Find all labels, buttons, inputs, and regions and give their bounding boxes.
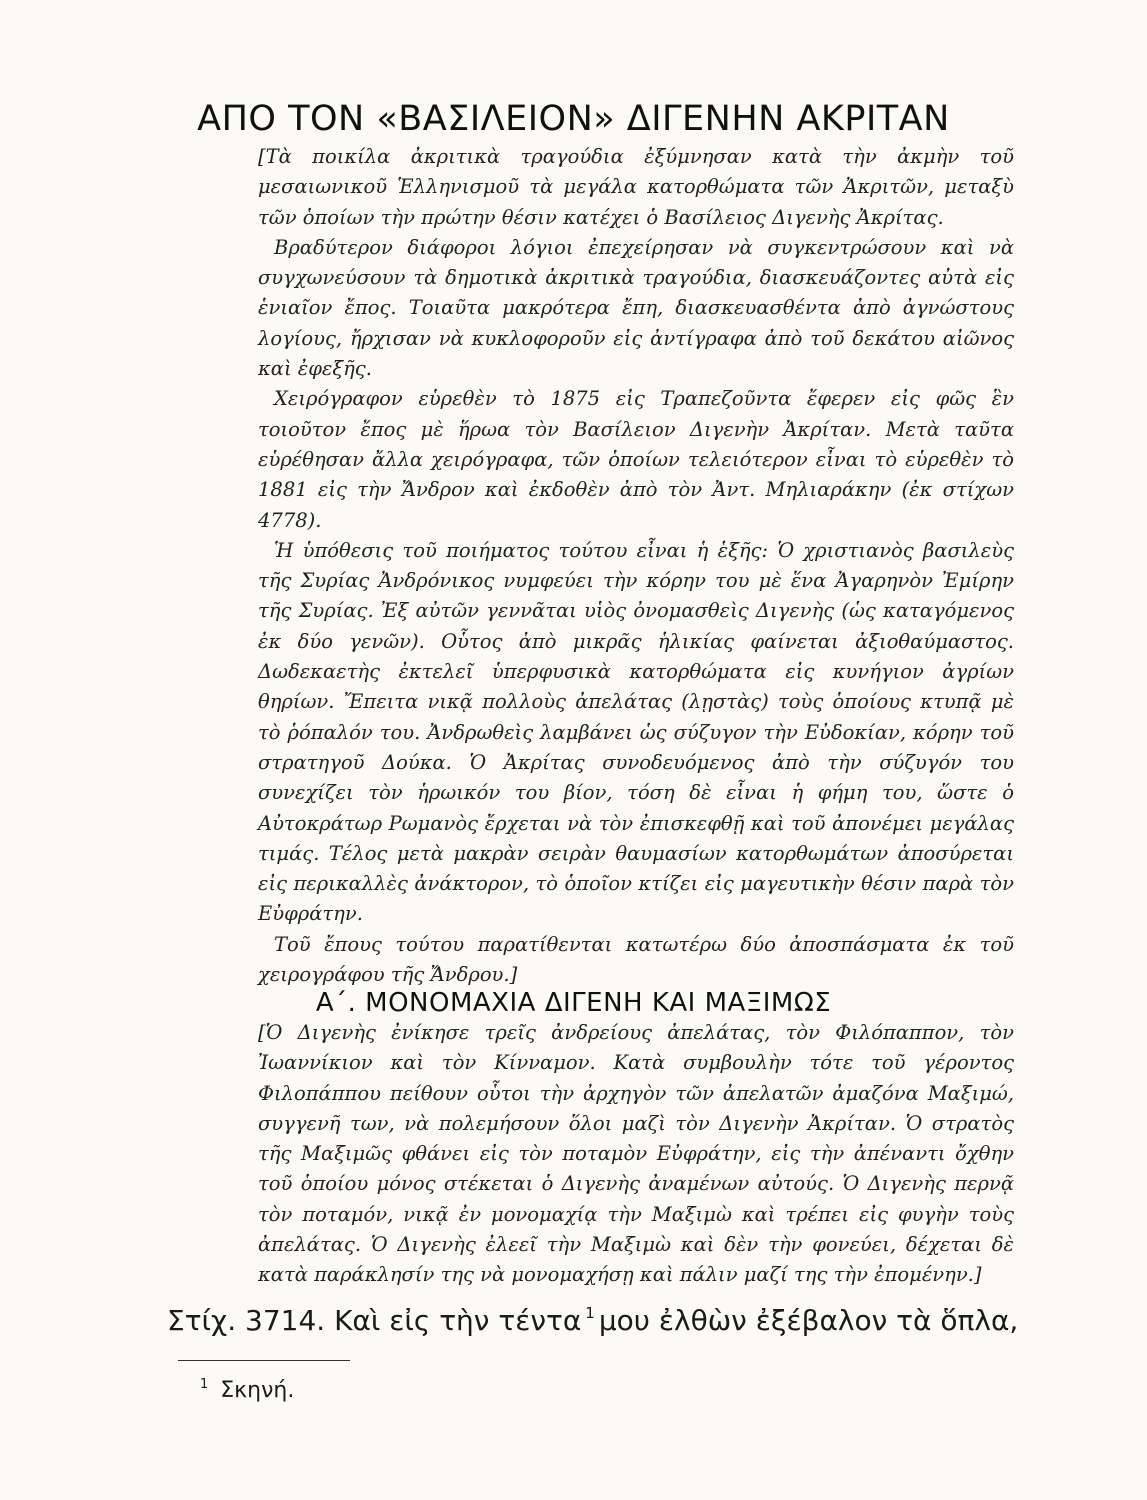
verse-label: Στίχ. 3714. [167, 1304, 326, 1337]
intro-paragraph: Τοῦ ἔπους τούτου παρατίθενται κατωτέρω δύο ἀποσπάσματα ἐκ τοῦ χειρογράφου τῆς Ἄνδρου.] [258, 932, 1014, 987]
footnote-text: Σκηνή. [220, 1378, 295, 1403]
section-intro-paragraph: [Ὁ Διγενὴς ἐνίκησε τρεῖς ἀνδρείους ἀπελάτας, τὸν Φιλόπαππον, τὸν Ἰωαννίκιον καὶ τὸν Κίνναμον. Κατὰ συμβουλὴν τότε τοῦ γέροντος Φιλοπάππου πείθουν οὗτοι τὴν ἀρχηγὸν τῶν ἀπελατῶν ἀμαζόνα Μαξιμώ, συγγενῆ των, νὰ πολεμήσουν ὅλοι μαζὶ τὸν Διγενὴν Ἀκρίταν. Ὁ στρατὸς τῆς Μαξιμῶς φθάνει εἰς τὸν ποταμὸν Εὐφράτην, εἰς τὴν ἀπέναντι ὄχθην τοῦ ὁποίου μόνος στέκεται ὁ Διγενὴς ἀναμένων αὐτούς. Ὁ Διγενὴς περνᾷ τὸν ποταμόν, νικᾷ ἐν μονομαχίᾳ τὴν Μαξιμὼ καὶ τρέπει εἰς φυγὴν τοὺς ἀπελάτας. Ὁ Διγενὴς ἐλεεῖ τὴν Μαξιμὼ καὶ δὲν τὴν φονεύει, δέχεται δὲ κατὰ παράκλησίν της νὰ μονομαχήσῃ καὶ πάλιν μαζί της τὴν ἐπομένην.] [258, 1021, 1014, 1287]
verse-line [167, 1304, 1018, 1337]
footnote [200, 1377, 294, 1403]
intro-paragraph: [Τὰ ποικίλα ἀκριτικὰ τραγούδια ἐξύμνησαν κατὰ τὴν ἀκμὴν τοῦ μεσαιωνικοῦ Ἑλληνισμοῦ τὰ μεγάλα κατορθώματα τῶν Ἀκριτῶν, μεταξὺ τῶν ὁποίων τὴν πρώτην θέσιν κατέχει ὁ Βασίλειος Διγενὴς Ἀκρίτας. [258, 145, 1014, 229]
footnote-number: 1 [200, 1377, 209, 1392]
footnote-mark: 1 [585, 1304, 595, 1322]
section-heading: Α΄. ΜΟΝΟΜΑΧΙΑ ΔΙΓΕΝΗ ΚΑΙ ΜΑΞΙΜΩΣ [315, 987, 832, 1018]
intro-paragraph: Χειρόγραφον εὑρεθὲν τὸ 1875 εἰς Τραπεζοῦντα ἔφερεν εἰς φῶς ἓν τοιοῦτον ἔπος μὲ ἥρωα τὸν Βασίλειον Διγενὴν Ἀκρίταν. Μετὰ ταῦτα εὑρέθησαν ἄλλα χειρόγραφα, τῶν ὁποίων τελειότερον εἶναι τὸ εὑρεθὲν τὸ 1881 εἰς τὴν Ἄνδρον καὶ ἐκδοθὲν ἀπὸ τὸν Ἀντ. Μηλιαράκην (ἐκ στίχων 4778). [258, 387, 1014, 532]
verse-text: Καὶ εἰς τὴν τέντα [334, 1304, 582, 1337]
intro-paragraph: Ἡ ὑπόθεσις τοῦ ποιήματος τούτου εἶναι ἡ ἑξῆς: Ὁ χριστιανὸς βασιλεὺς τῆς Συρίας Ἀνδρόνικος νυμφεύει τὴν κόρην του μὲ ἕνα Ἀγαρηνὸν Ἐμίρην τῆς Συρίας. Ἐξ αὐτῶν γεννᾶται υἱὸς ὀνομασθεὶς Διγενὴς (ὡς καταγόμενος ἐκ δύο γενῶν). Οὗτος ἀπὸ μικρᾶς ἡλικίας φαίνεται ἀξιοθαύμαστος. Δωδεκαετὴς ἐκτελεῖ ὑπερφυσικὰ κατορθώματα εἰς κυνήγιον ἀγρίων θηρίων. Ἔπειτα νικᾷ πολλοὺς ἀπελάτας (λῃστὰς) τοὺς ὁποίους κτυπᾷ μὲ τὸ ῥόπαλόν του. Ἀνδρωθεὶς λαμβάνει ὡς σύζυγον τὴν Εὐδοκίαν, κόρην τοῦ στρατηγοῦ Δούκα. Ὁ Ἀκρίτας συνοδευόμενος ἀπὸ τὴν σύζυγόν του συνεχίζει τὸν ἡρωικόν του βίον, τόση δὲ εἶναι ἡ φήμη του, ὥστε ὁ Αὐτοκράτωρ Ρωμανὸς ἔρχεται νὰ τὸν ἐπισκεφθῇ καὶ τοῦ ἀπονέμει μεγάλας τιμάς. Τέλος μετὰ μακρὰν σειρὰν θαυμασίων κατορθωμάτων ἀποσύρεται εἰς περικαλλὲς ἀνάκτορον, τὸ ὁποῖον κτίζει εἰς μαγευτικὴν θέσιν παρὰ τὸν Εὐφράτην. [258, 538, 1014, 926]
intro-paragraph: Βραδύτερον διάφοροι λόγιοι ἐπεχείρησαν νὰ συγκεντρώσουν καὶ νὰ συγχωνεύσουν τὰ δημοτικὰ ἀκριτικὰ τραγούδια, διασκευάζοντες αὐτὰ εἰς ἑνιαῖον ἔπος. Τοιαῦτα μακρότερα ἔπη, διασκευασθέντα ἀπὸ ἀγνώστους λογίους, ἤρχισαν νὰ κυκλοφοροῦν εἰς ἀντίγραφα ἀπὸ τοῦ δεκάτου αἰῶνος καὶ ἐφεξῆς. [258, 235, 1014, 381]
verse-text: μου ἐλθὼν ἐξέβαλον τὰ ὅπλα, [598, 1304, 1019, 1337]
intro-block [258, 142, 1014, 990]
footnote-divider [178, 1360, 350, 1361]
page-title: ΑΠΟ ΤΟΝ «ΒΑΣΙΛΕΙΟΝ» ΔΙΓΕΝΗΝ ΑΚΡΙΤΑΝ [197, 99, 950, 140]
section-intro-block [258, 1018, 1014, 1291]
